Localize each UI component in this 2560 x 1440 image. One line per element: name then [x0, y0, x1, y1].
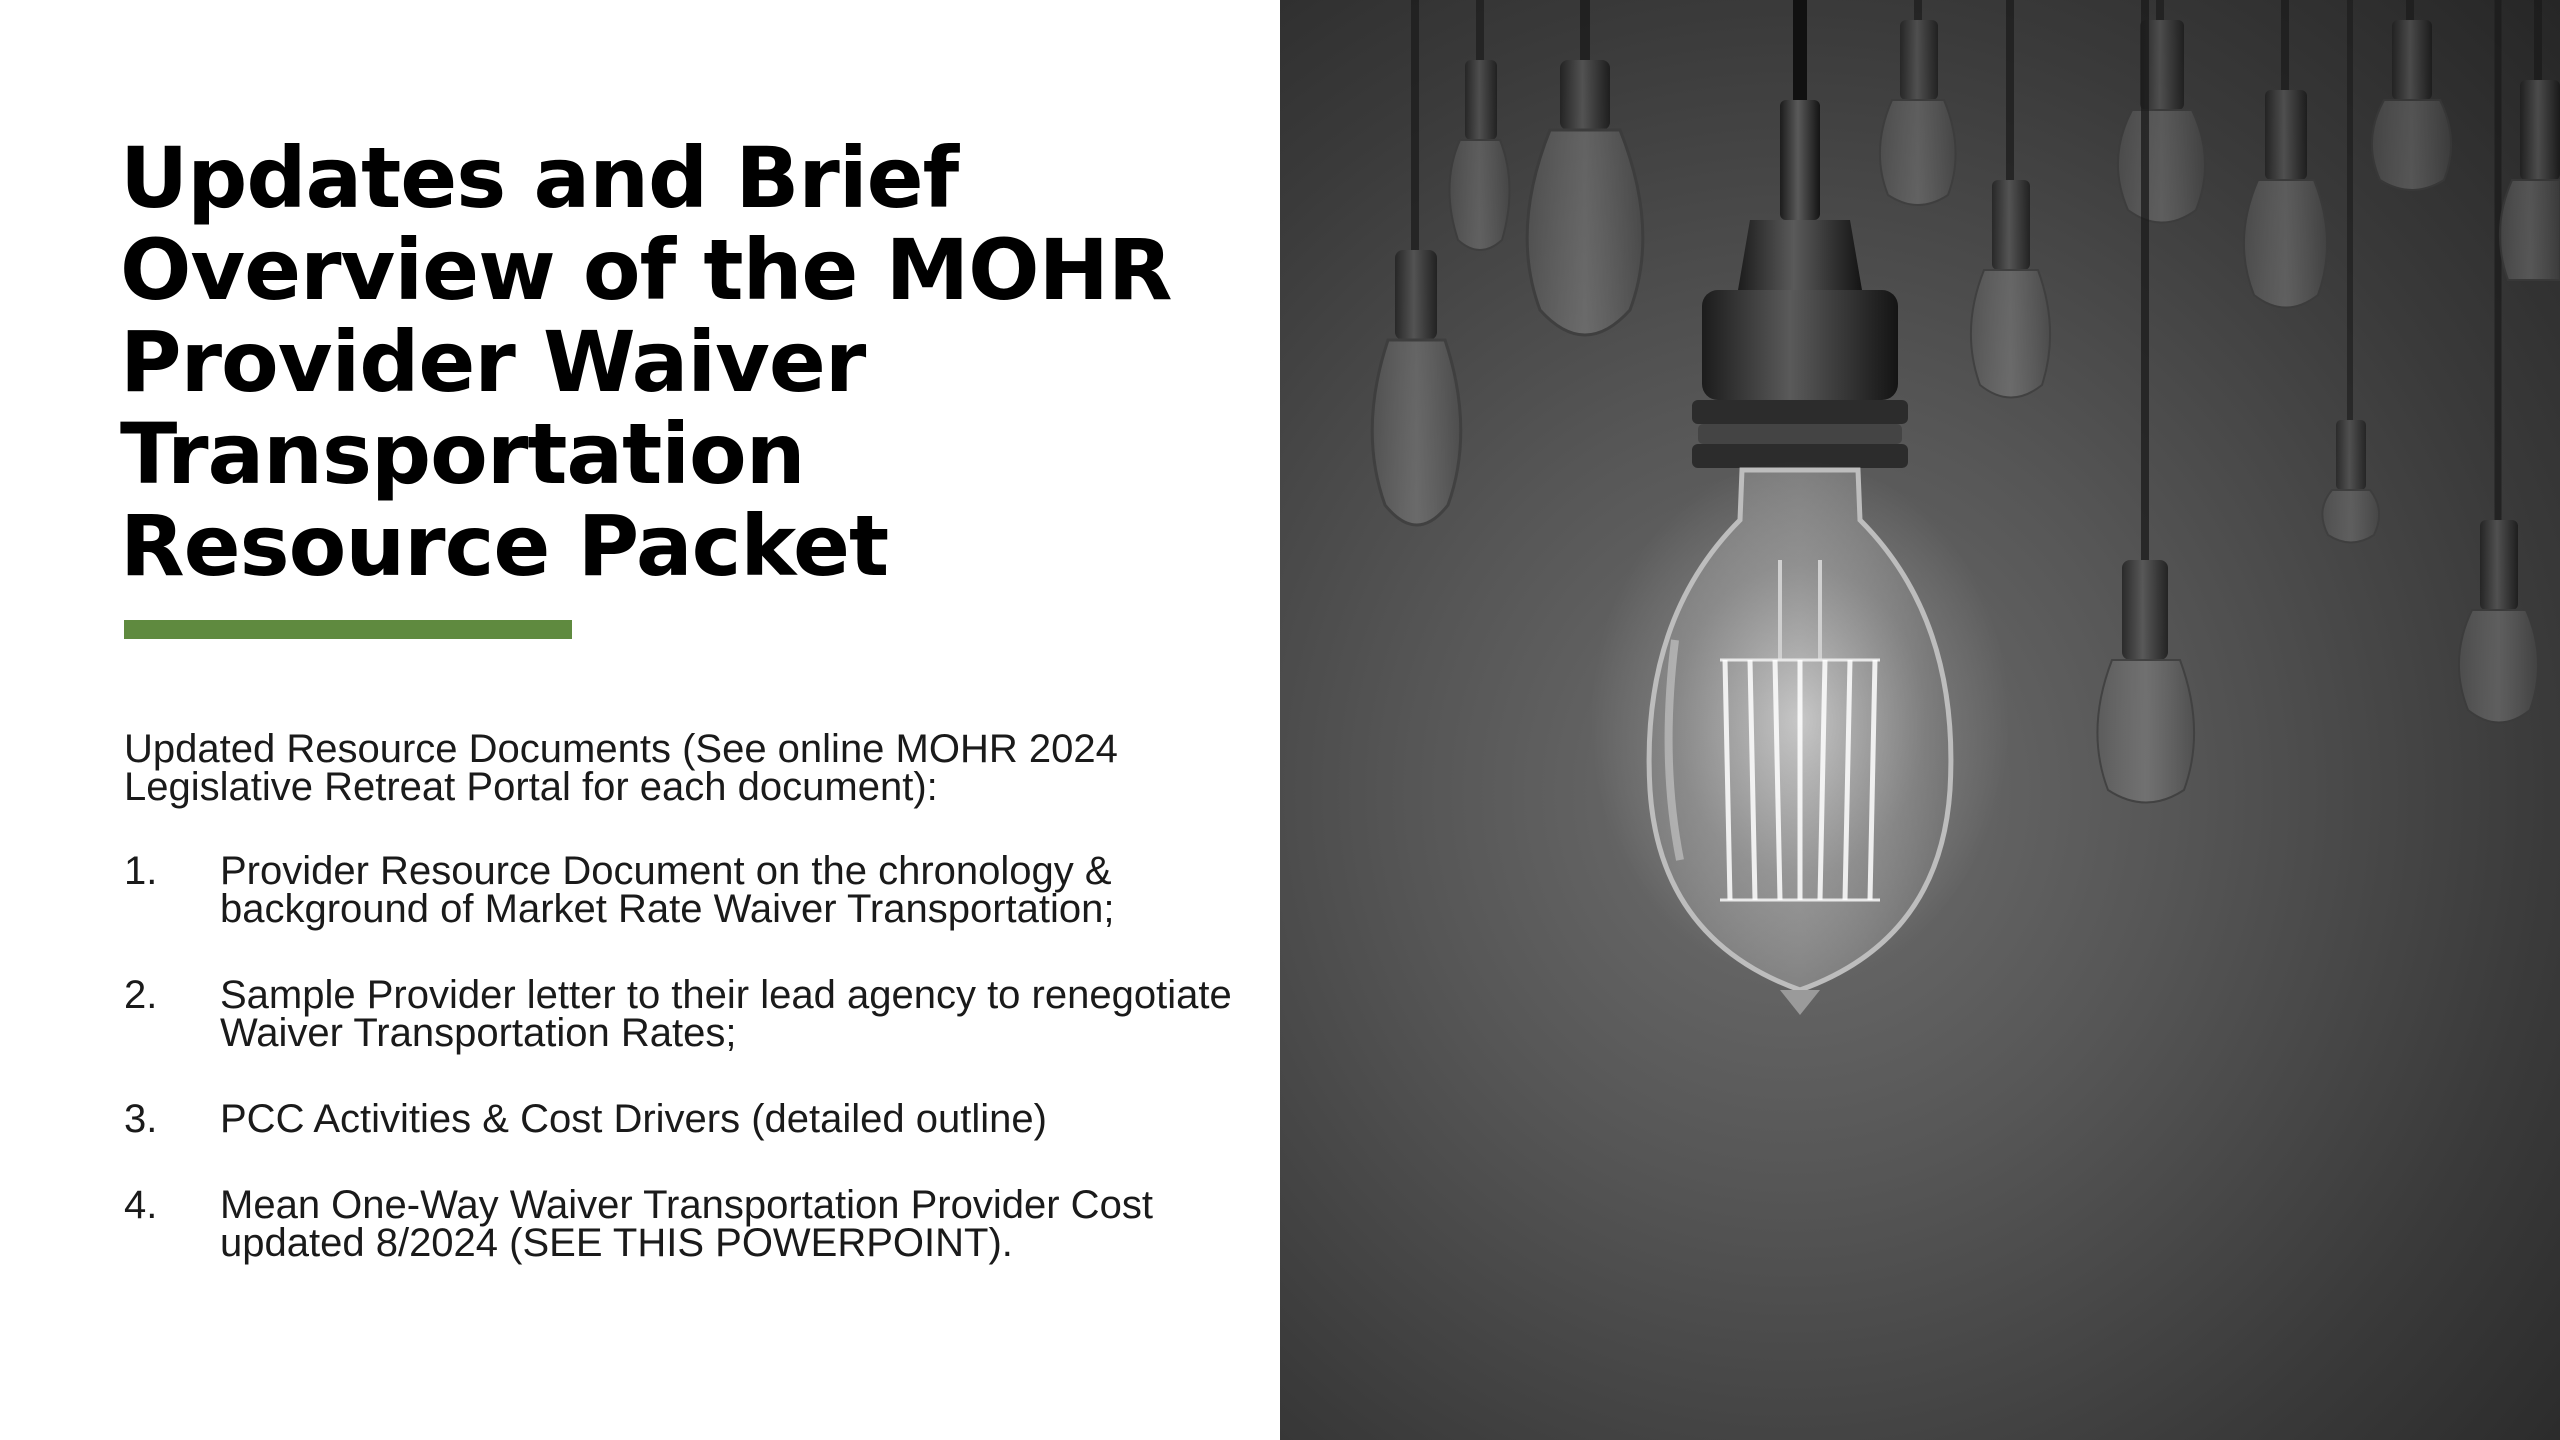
list-item-number: 2. — [124, 973, 158, 1017]
list-item-number: 1. — [124, 849, 158, 893]
list-item — [124, 849, 1254, 931]
background-bulb — [2322, 0, 2379, 543]
background-bulb — [2372, 0, 2451, 190]
list-item — [124, 1097, 1254, 1141]
list-item — [124, 1183, 1254, 1265]
background-bulb — [2500, 0, 2560, 280]
light-bulb-photo — [1280, 0, 2560, 1440]
list-item-text: Provider Resource Document on the chronology & background of Market Rate Waiver Transportation; — [220, 849, 1115, 931]
background-bulb — [1449, 0, 1509, 250]
document-list — [124, 849, 1254, 1310]
background-bulb — [2244, 0, 2327, 308]
list-item-text: Sample Provider letter to their lead agency to renegotiate Waiver Transportation Rates; — [220, 973, 1232, 1055]
list-item — [124, 973, 1254, 1055]
list-item-number: 4. — [124, 1183, 158, 1227]
intro-text: Updated Resource Documents (See online MOHR 2024 Legislative Retreat Portal for each document): — [124, 727, 1118, 809]
list-item-number: 3. — [124, 1097, 158, 1141]
slide-title: Updates and Brief Overview of the MOHR Provider Waiver Transportation Resource Packet — [120, 129, 1172, 595]
background-bulb — [1880, 0, 1956, 205]
background-bulb — [2118, 0, 2205, 223]
list-item-text: Mean One-Way Waiver Transportation Provider Cost updated 8/2024 (SEE THIS POWERPOINT). — [220, 1183, 1153, 1265]
background-bulb — [1971, 0, 2050, 398]
list-item-text: PCC Activities & Cost Drivers (detailed outline) — [220, 1097, 1047, 1141]
background-bulb — [1527, 0, 1643, 335]
accent-bar — [124, 620, 572, 639]
light-bulb-illustration — [1280, 0, 2560, 1440]
background-bulb — [1372, 0, 1461, 525]
